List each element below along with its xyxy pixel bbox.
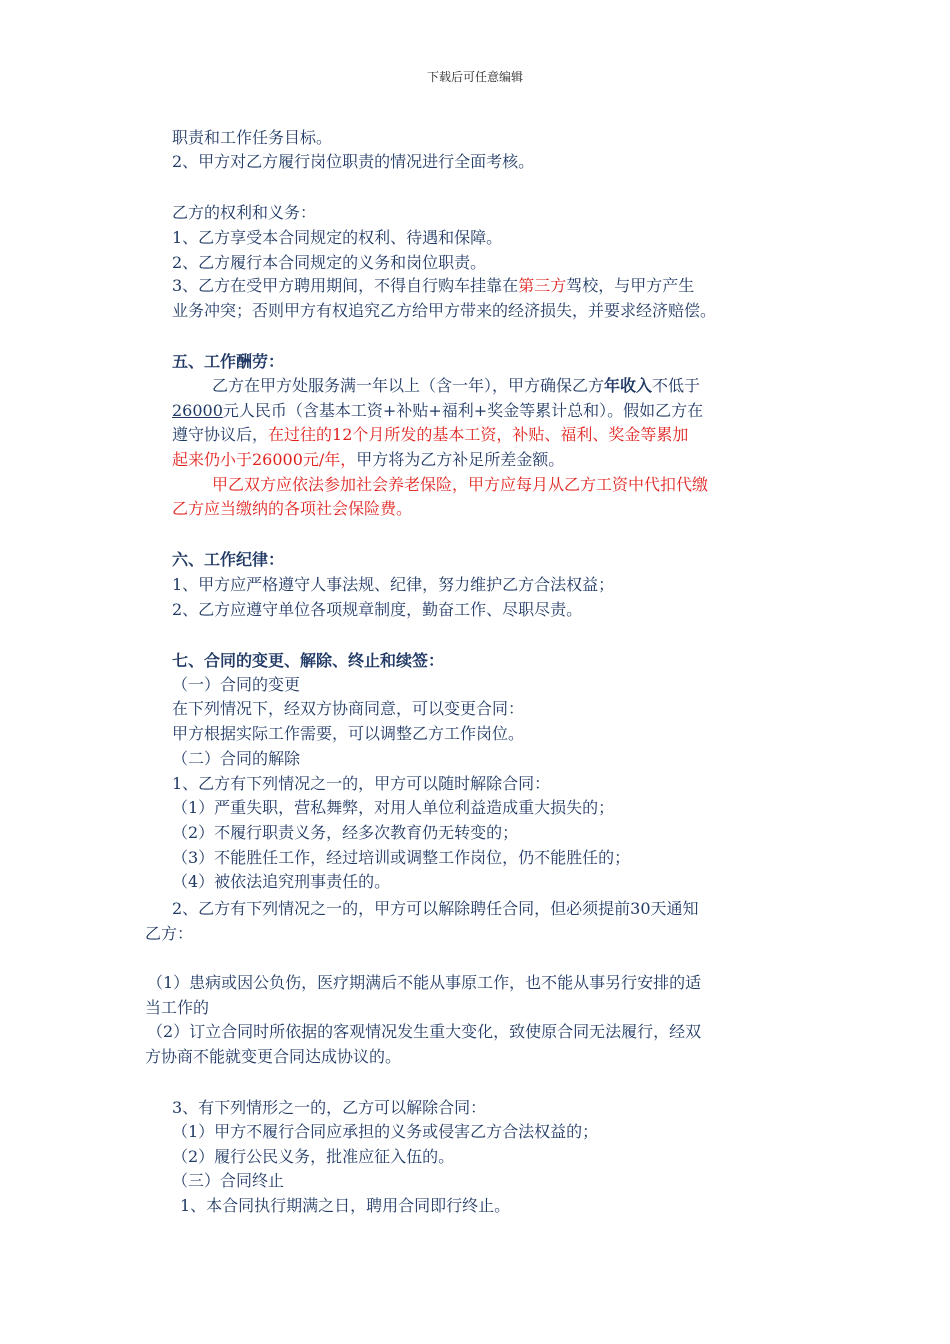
list-item: （1）患病或因公负伤，医疗期满后不能从事原工作，也不能从事另行安排的适 xyxy=(147,973,702,992)
subheading: （一）合同的变更 xyxy=(172,675,301,694)
highlighted-text: 第三方 xyxy=(518,276,567,295)
subheading: （二）合同的解除 xyxy=(172,749,301,768)
paragraph-line xyxy=(172,401,703,421)
paragraph-line xyxy=(172,425,688,445)
text-run: 元人民币（含基本工资+补贴+福利+奖金等累计总和）。假如乙方在 xyxy=(222,401,704,420)
paragraph-line: 1、乙方享受本合同规定的权利、待遇和保障。 xyxy=(172,228,503,247)
highlighted-text: 起来仍小于26000元/年， xyxy=(172,450,357,469)
paragraph-line: 乙方： xyxy=(145,924,194,943)
list-item: （2）不履行职责义务，经多次教育仍无转变的； xyxy=(172,823,519,842)
section-heading: 五、工作酬劳： xyxy=(172,352,285,371)
paragraph-line: 1、乙方有下列情况之一的，甲方可以随时解除合同： xyxy=(172,774,551,793)
paragraph-line: 2、乙方应遵守单位各项规章制度，勤奋工作、尽职尽责。 xyxy=(172,600,583,619)
text-run: 遵守协议后， xyxy=(172,425,269,444)
text-run: 驾校，与甲方产生 xyxy=(566,276,695,295)
text-run: 不低于 xyxy=(652,376,701,395)
paragraph-line xyxy=(172,450,564,470)
section-heading: 六、工作纪律： xyxy=(172,550,285,569)
list-item: （2）订立合同时所依据的客观情况发生重大变化，致使原合同无法履行，经双 xyxy=(147,1022,702,1041)
paragraph-line xyxy=(212,376,700,396)
list-item: 当工作的 xyxy=(145,998,210,1017)
paragraph-line: 职责和工作任务目标。 xyxy=(172,128,333,147)
paragraph-line: 3、有下列情形之一的，乙方可以解除合同： xyxy=(172,1098,487,1117)
text-run: 乙方在甲方处服务满一年以上（含一年），甲方确保乙方 xyxy=(212,376,605,395)
paragraph-line xyxy=(172,276,694,296)
paragraph-line: 1、甲方应严格遵守人事法规、纪律，努力维护乙方合法权益； xyxy=(172,575,615,594)
paragraph-line: 业务冲突；否则甲方有权追究乙方给甲方带来的经济损失，并要求经济赔偿。 xyxy=(172,301,717,320)
subheading: （三）合同终止 xyxy=(172,1171,285,1190)
highlighted-line: 甲乙双方应依法参加社会养老保险，甲方应每月从乙方工资中代扣代缴 xyxy=(212,475,709,494)
underlined-amount: 26000 xyxy=(172,401,223,420)
list-item: （2）履行公民义务，批准应征入伍的。 xyxy=(172,1147,455,1166)
subheading: 乙方的权利和义务： xyxy=(172,203,317,222)
paragraph-line: 2、乙方履行本合同规定的义务和岗位职责。 xyxy=(172,253,487,272)
text-run: 甲方将为乙方补足所差金额。 xyxy=(356,450,565,469)
highlighted-text: 在过往的12个月所发的基本工资，补贴、福利、奖金等累加 xyxy=(268,425,689,444)
paragraph-line: 1、本合同执行期满之日，聘用合同即行终止。 xyxy=(180,1196,511,1215)
list-item: （4）被依法追究刑事责任的。 xyxy=(172,872,391,891)
list-item: （1）甲方不履行合同应承担的义务或侵害乙方合法权益的； xyxy=(172,1122,599,1141)
list-item: （3）不能胜任工作，经过培训或调整工作岗位，仍不能胜任的； xyxy=(172,848,631,867)
bold-text: 年收入 xyxy=(604,376,653,395)
paragraph-line: 在下列情况下，经双方协商同意，可以变更合同： xyxy=(172,699,525,718)
page-header: 下载后可任意编辑 xyxy=(426,70,523,84)
section-heading: 七、合同的变更、解除、终止和续签： xyxy=(172,651,445,670)
list-item: 方协商不能就变更合同达成协议的。 xyxy=(145,1047,402,1066)
paragraph-line: 2、乙方有下列情况之一的，甲方可以解除聘任合同，但必须提前30天通知 xyxy=(172,899,699,918)
highlighted-line: 乙方应当缴纳的各项社会保险费。 xyxy=(172,499,413,518)
text-run: 3、乙方在受甲方聘用期间，不得自行购车挂靠在 xyxy=(172,276,519,295)
list-item: （1）严重失职，营私舞弊，对用人单位利益造成重大损失的； xyxy=(172,798,615,817)
paragraph-line: 甲方根据实际工作需要，可以调整乙方工作岗位。 xyxy=(172,724,525,743)
paragraph-line: 2、甲方对乙方履行岗位职责的情况进行全面考核。 xyxy=(172,152,535,171)
